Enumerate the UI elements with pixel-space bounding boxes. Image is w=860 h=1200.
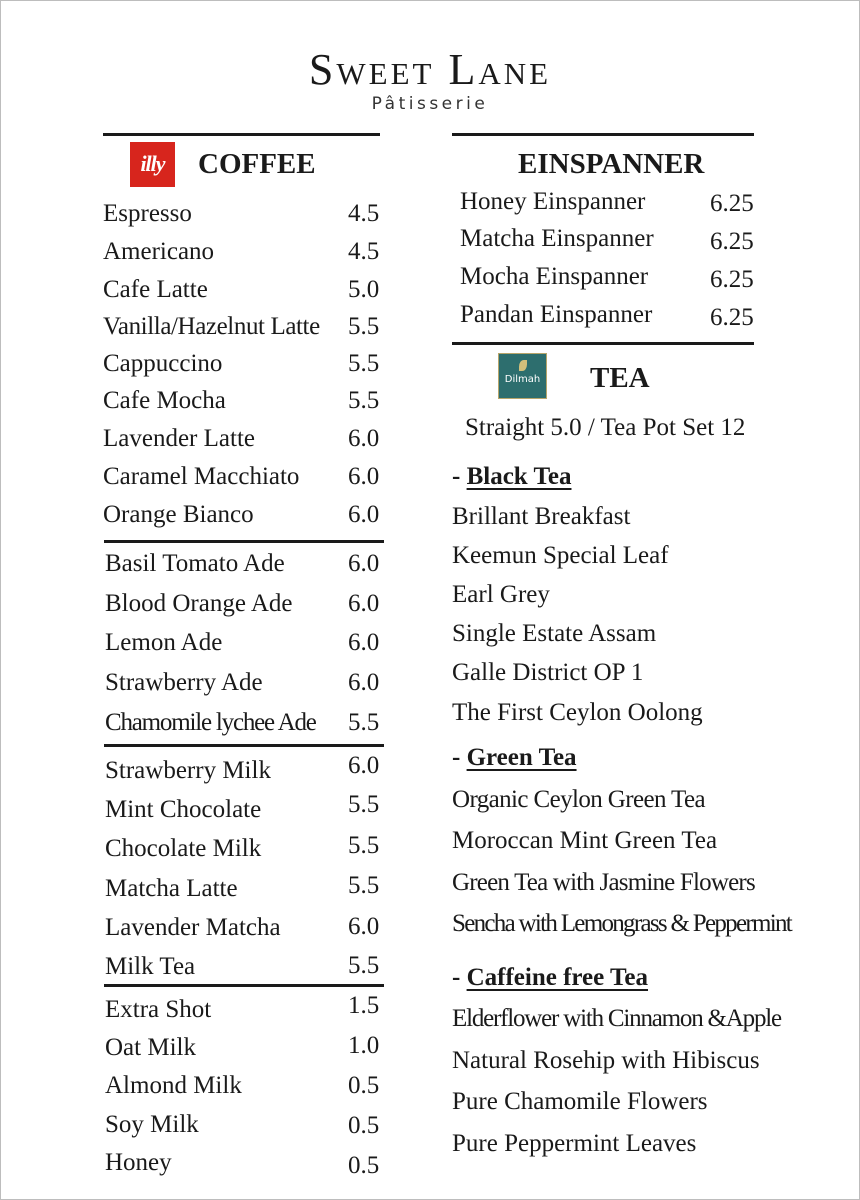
menu-item-name: Cafe Latte [103, 276, 208, 303]
menu-item-name: Soy Milk [105, 1111, 199, 1138]
tea-item: Pure Chamomile Flowers [452, 1088, 708, 1115]
heading-dash: - [452, 463, 467, 490]
caffeine-free-tea-heading [452, 963, 648, 993]
menu-item-price: 6.0 [348, 913, 380, 940]
tea-item: Single Estate Assam [452, 620, 657, 647]
menu-item-name: Lavender Latte [103, 425, 255, 452]
tea-item: Sencha with Lemongrass & Peppermint [452, 910, 792, 937]
extras-top-rule [104, 984, 384, 987]
heading-dash: - [452, 744, 467, 771]
menu-item-name: Caramel Macchiato [103, 463, 300, 490]
tea-item: Moroccan Mint Green Tea [452, 827, 718, 854]
menu-item-name: Mint Chocolate [105, 796, 262, 823]
green-tea-heading [452, 743, 577, 773]
menu-item-price: 5.5 [348, 791, 380, 818]
menu-item-price: 6.25 [710, 304, 754, 331]
tea-item: Green Tea with Jasmine Flowers [452, 869, 755, 896]
heading-text: Caffeine free Tea [466, 964, 649, 991]
coffee-title: COFFEE [198, 148, 316, 180]
tea-price-note: Straight 5.0 / Tea Pot Set 12 [465, 414, 746, 441]
menu-item-price: 0.5 [348, 1152, 380, 1179]
menu-item-price: 6.0 [348, 629, 380, 656]
brand-subtitle: Pâtisserie [371, 94, 489, 114]
heading-text: Green Tea [466, 744, 577, 771]
menu-item-name: Pandan Einspanner [460, 301, 653, 328]
menu-item-name: Lavender Matcha [105, 914, 281, 941]
menu-item-name: Strawberry Ade [105, 669, 263, 696]
menu-item-name: Honey Einspanner [460, 188, 646, 215]
menu-item-name: Vanilla/Hazelnut Latte [103, 313, 320, 340]
menu-item-name: Orange Bianco [103, 501, 254, 528]
menu-item-price: 5.5 [348, 952, 380, 979]
menu-item-name: Espresso [103, 200, 192, 227]
einspanner-title: EINSPANNER [518, 148, 705, 180]
brand-name: Sweet Lane [308, 45, 552, 94]
menu-item-price: 4.5 [348, 200, 380, 227]
menu-item-name: Strawberry Milk [105, 757, 271, 784]
menu-item-price: 6.25 [710, 266, 754, 293]
tea-item: The First Ceylon Oolong [452, 699, 703, 726]
coffee-top-rule [103, 133, 380, 136]
menu-item-price: 0.5 [348, 1112, 380, 1139]
menu-item-price: 5.0 [348, 276, 380, 303]
menu-item-name: Lemon Ade [105, 629, 223, 656]
menu-item-price: 1.5 [348, 992, 380, 1019]
menu-item-name: Matcha Latte [105, 875, 238, 902]
dilmah-logo-icon [498, 353, 547, 399]
menu-item-name: Chocolate Milk [105, 835, 262, 862]
dilmah-logo-text: Dilmah [504, 374, 541, 385]
menu-item-name: Cafe Mocha [103, 387, 226, 414]
menu-item-price: 6.25 [710, 190, 754, 217]
menu-item-price: 6.25 [710, 228, 754, 255]
menu-item-price: 1.0 [348, 1032, 380, 1059]
tea-item: Galle District OP 1 [452, 659, 644, 686]
heading-text: Black Tea [466, 463, 572, 490]
tea-item: Keemun Special Leaf [452, 542, 669, 569]
menu-item-name: Milk Tea [105, 953, 196, 980]
menu-item-name: Blood Orange Ade [105, 590, 293, 617]
menu-item-price: 5.5 [348, 832, 380, 859]
menu-item-price: 5.5 [348, 709, 380, 736]
menu-item-price: 5.5 [348, 313, 380, 340]
illy-logo-icon: illy [130, 142, 175, 187]
menu-item-name: Cappuccino [103, 350, 223, 377]
milk-top-rule [104, 744, 384, 747]
menu-item-name: Chamomile lychee Ade [105, 709, 316, 736]
tea-top-rule [452, 342, 754, 345]
menu-item-name: Matcha Einspanner [460, 225, 654, 252]
menu-item-name: Almond Milk [105, 1072, 242, 1099]
menu-item-price: 5.5 [348, 872, 380, 899]
menu-item-name: Basil Tomato Ade [105, 550, 285, 577]
menu-item-price: 6.0 [348, 463, 380, 490]
menu-item-name: Honey [105, 1149, 172, 1176]
black-tea-heading [452, 462, 571, 492]
menu-item-price: 4.5 [348, 238, 380, 265]
tea-item: Earl Grey [452, 581, 550, 608]
menu-item-name: Americano [103, 238, 215, 265]
tea-item: Natural Rosehip with Hibiscus [452, 1047, 760, 1074]
menu-item-price: 0.5 [348, 1072, 380, 1099]
menu-item-name: Mocha Einspanner [460, 263, 649, 290]
menu-item-price: 5.5 [348, 350, 380, 377]
tea-item: Brillant Breakfast [452, 503, 631, 530]
einspanner-top-rule [452, 133, 754, 136]
menu-item-price: 5.5 [348, 387, 380, 414]
menu-item-price: 6.0 [348, 501, 380, 528]
menu-item-price: 6.0 [348, 752, 380, 779]
menu-item-price: 6.0 [348, 669, 380, 696]
menu-item-price: 6.0 [348, 550, 380, 577]
heading-dash: - [452, 964, 467, 991]
ade-top-rule [104, 540, 384, 543]
menu-item-price: 6.0 [348, 590, 380, 617]
menu-item-name: Oat Milk [105, 1034, 196, 1061]
menu-item-name: Extra Shot [105, 996, 212, 1023]
tea-item: Organic Ceylon Green Tea [452, 786, 705, 813]
tea-title: TEA [590, 362, 650, 394]
leaf-icon [519, 360, 527, 371]
tea-item: Pure Peppermint Leaves [452, 1130, 697, 1157]
menu-item-price: 6.0 [348, 425, 380, 452]
tea-item: Elderflower with Cinnamon &Apple [452, 1005, 781, 1032]
